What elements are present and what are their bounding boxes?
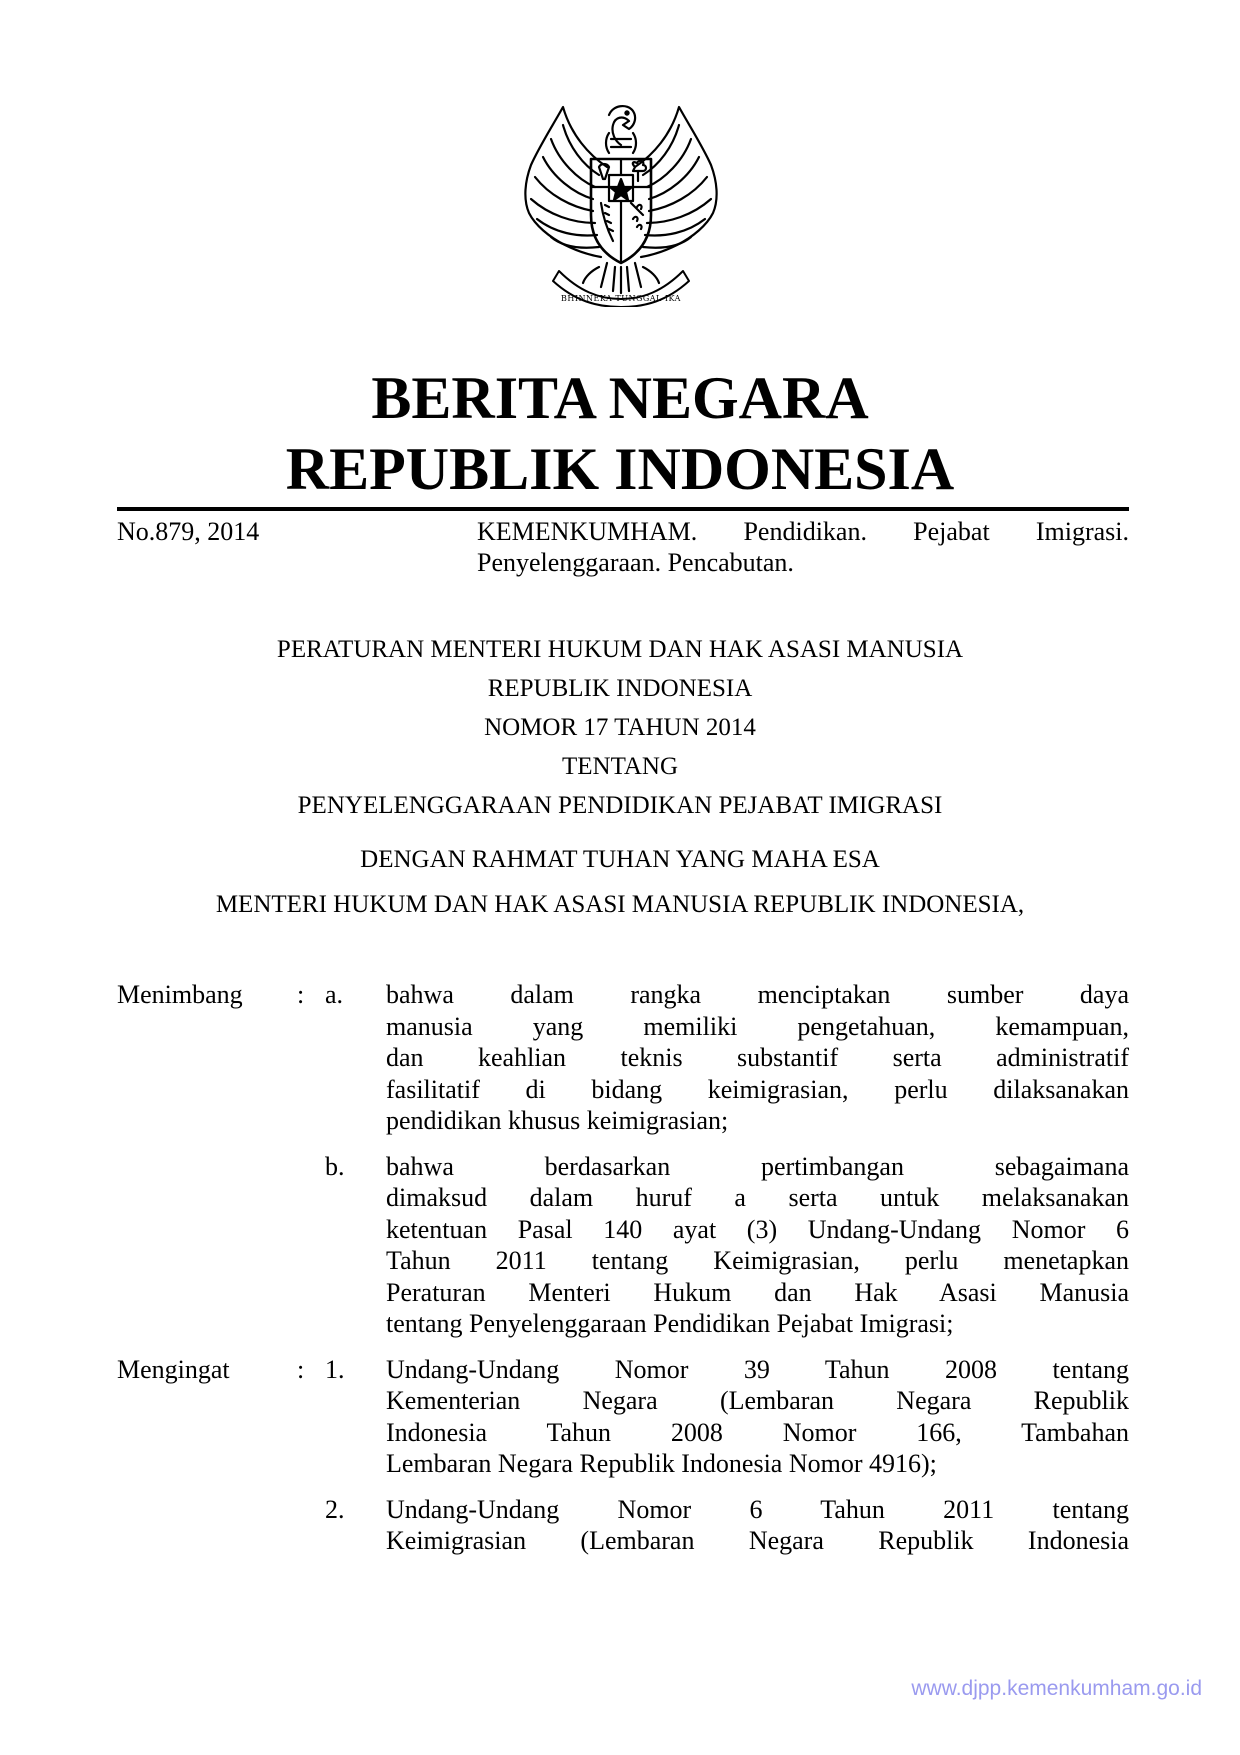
preamble-line: DENGAN RAHMAT TUHAN YANG MAHA ESA [360,846,880,873]
item-text-line: Peraturan Menteri Hukum dan Hak Asasi Manusia [386,1277,1129,1307]
header-divider [117,507,1129,511]
item-text-line: fasilitatif di bidang keimigrasian, perlu dilaksanakan [386,1074,1129,1104]
item-marker: a. [325,980,344,1009]
emblem-motto: BHINNEKA TUNGGAL IKA [561,294,681,303]
regulation-line: TENTANG [561,753,679,780]
label-colon: : [297,980,305,1009]
item-text-line: bahwa berdasarkan pertimbangan sebagaimana [386,1151,1129,1181]
regulation-line: PERATURAN MENTERI HUKUM DAN HAK ASASI MANUSIA [276,636,964,663]
item-marker: 2. [325,1494,345,1524]
subject-line: Penyelenggaraan. Pencabutan. [477,548,794,577]
item-text-line: manusia yang memiliki pengetahuan, kemampuan, [386,1011,1129,1041]
garuda-emblem-icon [519,95,723,307]
preamble-line: MENTERI HUKUM DAN HAK ASASI MANUSIA REPUBLIK INDONESIA, [215,891,1025,918]
item-text-line: Keimigrasian (Lembaran Negara Republik Indonesia [386,1526,1129,1555]
document-number: No.879, 2014 [117,517,260,546]
source-website-link[interactable]: www.djpp.kemenkumham.go.id [911,1677,1202,1700]
subject-line: KEMENKUMHAM. Pendidikan. Pejabat Imigrasi. [477,517,1129,546]
menimbang-item [117,979,1129,1137]
regulation-line: NOMOR 17 TAHUN 2014 [484,714,756,741]
item-text-line: Indonesia Tahun 2008 Nomor 166, Tambahan [386,1417,1129,1447]
regulation-line: PENYELENGGARAAN PENDIDIKAN PEJABAT IMIGRASI [297,792,943,819]
item-text-line: ketentuan Pasal 140 ayat (3) Undang-Undang Nomor 6 [386,1214,1129,1244]
menimbang-label: Menimbang [117,980,243,1009]
item-text-line: Undang-Undang Nomor 39 Tahun 2008 tentang [386,1354,1129,1384]
item-text-line: tentang Penyelenggaraan Pendidikan Pejabat Imigrasi; [386,1309,954,1338]
considerations [117,979,1129,1571]
publication-title-line2: REPUBLIK INDONESIA [285,436,955,502]
item-text-line: dimaksud dalam huruf a serta untuk melaksanakan [386,1183,1129,1212]
item-marker: b. [325,1151,345,1181]
preamble [0,840,1240,924]
mengingat-item [117,1494,1129,1557]
item-text-line: Kementerian Negara (Lembaran Negara Republik [386,1386,1129,1415]
item-text-line: bahwa dalam rangka menciptakan sumber daya [386,980,1129,1009]
mengingat-label: Mengingat [117,1354,230,1384]
label-colon: : [297,1354,305,1384]
publication-title-line1: BERITA NEGARA [371,365,869,431]
regulation-title [0,630,1240,825]
item-text-line: pendidikan khusus keimigrasian; [386,1106,729,1135]
item-text-line: Lembaran Negara Republik Indonesia Nomor 4916); [386,1449,937,1478]
item-text-line: Tahun 2011 tentang Keimigrasian, perlu menetapkan [386,1246,1129,1275]
item-marker: 1. [325,1354,345,1384]
item-text-line: dan keahlian teknis substantif serta administratif [386,1043,1129,1072]
regulation-line: REPUBLIK INDONESIA [487,675,753,702]
item-text-line: Undang-Undang Nomor 6 Tahun 2011 tentang [386,1494,1129,1524]
mengingat-item [117,1354,1129,1480]
document-subject [477,516,1129,578]
menimbang-item [117,1151,1129,1340]
